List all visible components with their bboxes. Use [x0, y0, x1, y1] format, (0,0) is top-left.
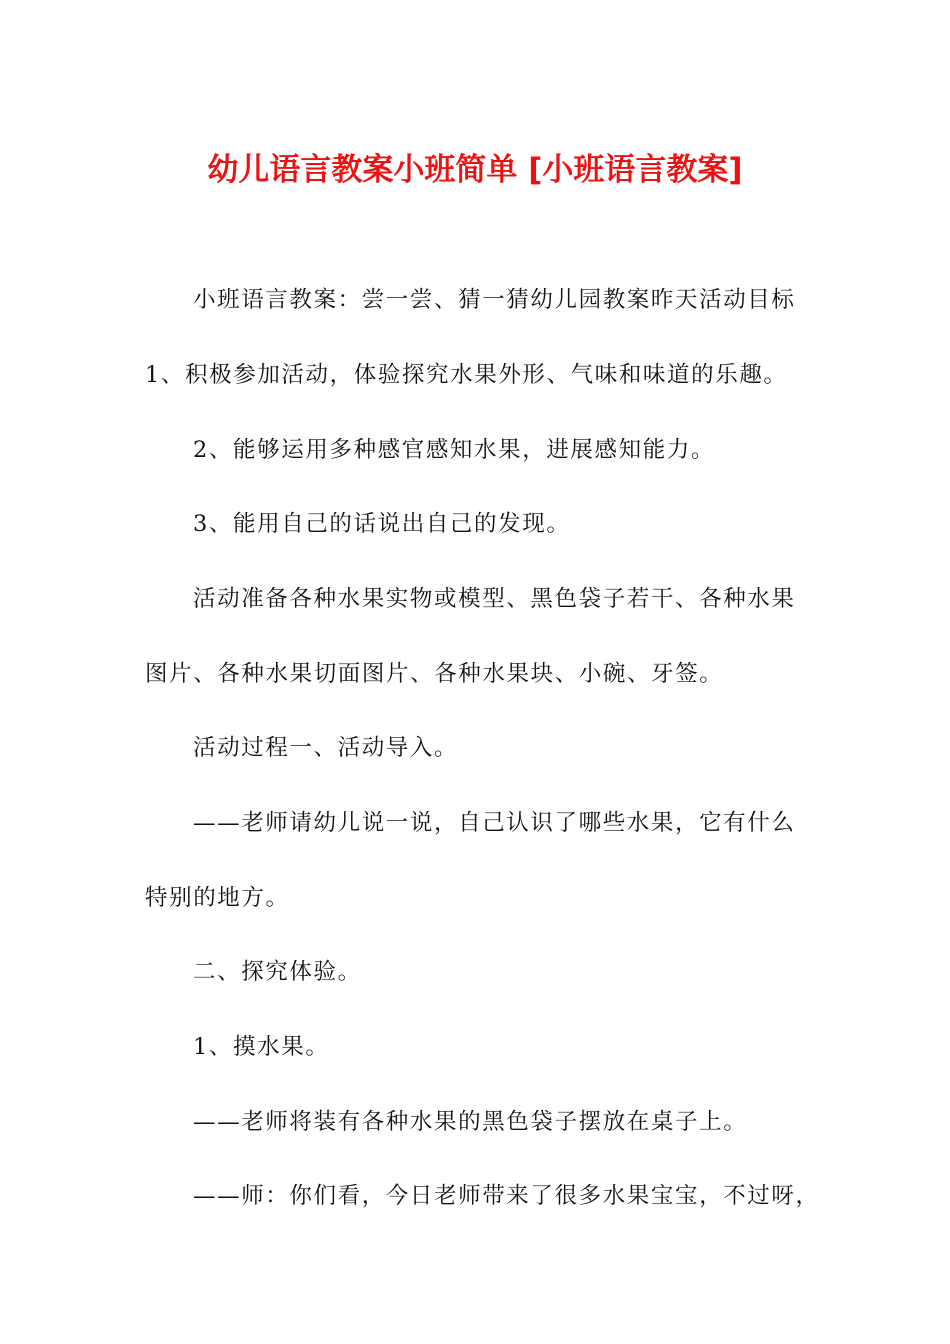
- paragraph-line: 活动准备各种水果实物或模型、黑色袋子若干、各种水果: [193, 586, 796, 612]
- paragraph-line: 小班语言教案：尝一尝、猜一猜幼儿园教案昨天活动目标: [193, 287, 796, 313]
- paragraph-line: 1、摸水果。: [193, 1034, 330, 1060]
- paragraph-line: 3、能用自己的话说出自己的发现。: [193, 511, 571, 537]
- paragraph-line: ——老师将装有各种水果的黑色袋子摆放在桌子上。: [193, 1109, 748, 1135]
- paragraph-line: 1、积极参加活动，体验探究水果外形、气味和味道的乐趣。: [145, 362, 788, 388]
- paragraph-line: 2、能够运用多种感官感知水果，进展感知能力。: [193, 437, 716, 463]
- paragraph-line: ——师：你们看，今日老师带来了很多水果宝宝，不过呀，: [193, 1183, 820, 1209]
- paragraph-line: 特别的地方。: [145, 885, 290, 911]
- paragraph-line: ——老师请幼儿说一说，自己认识了哪些水果，它有什么: [193, 810, 796, 836]
- paragraph-line: 二、探究体验。: [193, 959, 362, 985]
- document-title: 幼儿语言教案小班简单 [小班语言教案]: [207, 152, 743, 188]
- paragraph-line: 图片、各种水果切面图片、各种水果块、小碗、牙签。: [145, 661, 724, 687]
- paragraph-line: 活动过程一、活动导入。: [193, 735, 459, 761]
